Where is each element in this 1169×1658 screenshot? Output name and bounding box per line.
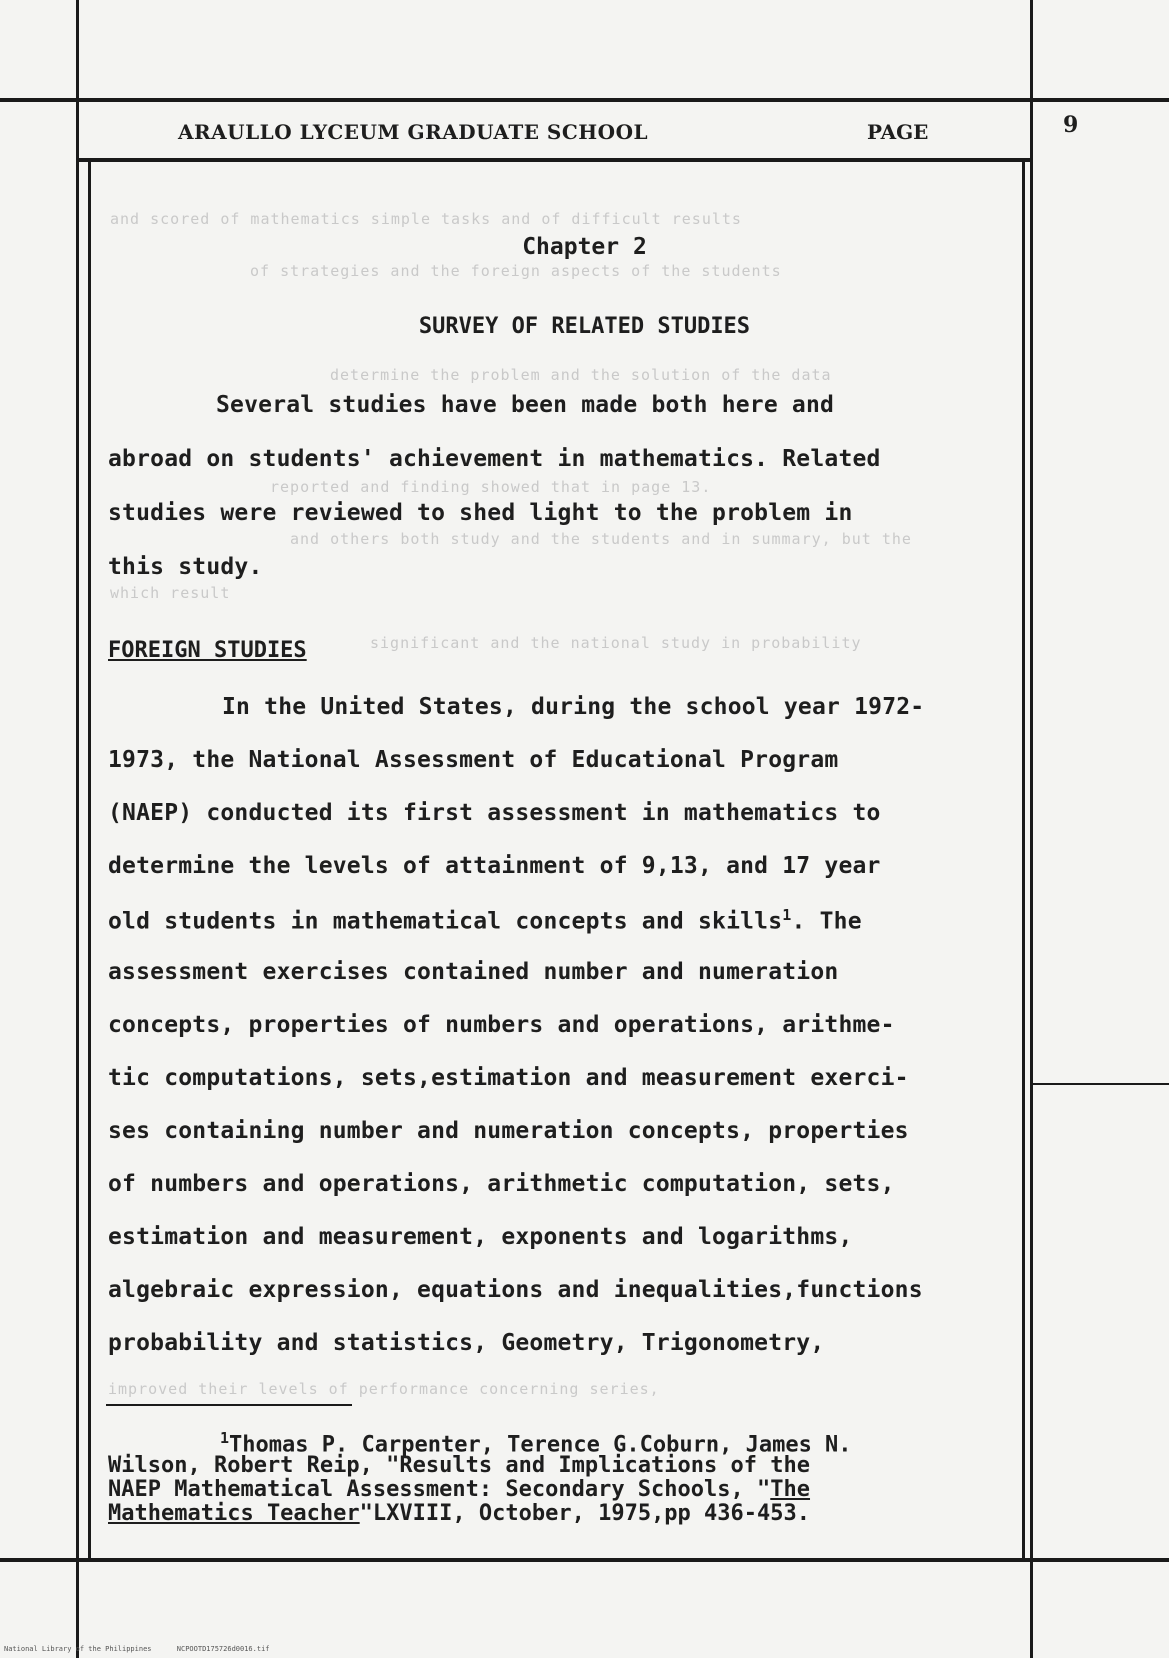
intro-line: Several studies have been made both here and — [216, 392, 835, 418]
foreign-studies-heading: FOREIGN STUDIES — [108, 638, 307, 663]
header-divider-line — [76, 158, 1033, 162]
footnote-journal-title: The — [770, 1477, 811, 1502]
section-title: SURVEY OF RELATED STUDIES — [418, 314, 751, 339]
footnote-text: Thomas P. Carpenter, Terence G.Coburn, James N. — [229, 1432, 852, 1458]
body-line: concepts, properties of numbers and operations, arithme- — [108, 1012, 895, 1038]
footnote-text: NAEP Mathematical Assessment: Secondary Schools, " — [108, 1477, 771, 1502]
footnote-mark: 1 — [220, 1429, 230, 1447]
body-line: assessment exercises contained number and numeration — [108, 959, 839, 985]
bleed-through-text: significant and the national study in probability — [370, 634, 862, 652]
right-side-tick — [1032, 1083, 1169, 1085]
archive-stamp: National Library of the Philippines NCPOOTD175726d0016.tif — [4, 1645, 270, 1653]
page-number: 9 — [1063, 112, 1079, 138]
bleed-through-text: and scored of mathematics simple tasks and of difficult results — [110, 210, 742, 228]
bleed-through-text: improved their levels of performance concerning series, — [108, 1380, 660, 1398]
bleed-through-text: of strategies and the foreign aspects of the students — [250, 262, 782, 280]
bottom-border-line — [0, 1558, 1169, 1562]
body-line: probability and statistics, Geometry, Trigonometry, — [108, 1330, 825, 1356]
footnote-text: "LXVIII, October, 1975,pp 436-453. — [359, 1501, 811, 1526]
body-line: determine the levels of attainment of 9,13, and 17 year — [108, 853, 881, 879]
body-line: ses containing number and numeration concepts, properties — [108, 1118, 909, 1144]
bleed-through-text: determine the problem and the solution of the data — [330, 366, 832, 384]
intro-line: abroad on students' achievement in mathematics. Related — [108, 446, 881, 472]
body-line: (NAEP) conducted its first assessment in mathematics to — [108, 800, 881, 826]
body-line-with-footnote — [108, 906, 862, 935]
school-name: ARAULLO LYCEUM GRADUATE SCHOOL — [178, 120, 649, 144]
intro-line: studies were reviewed to shed light to the problem in — [108, 500, 853, 526]
bleed-through-text: reported and finding showed that in page 13. — [270, 478, 712, 496]
content-left-border — [88, 160, 91, 1560]
body-line: In the United States, during the school year 1972- — [222, 694, 925, 720]
bleed-through-text: which result — [110, 584, 231, 602]
body-line: 1973, the National Assessment of Educational Program — [108, 747, 839, 773]
body-line: estimation and measurement, exponents and logarithms, — [108, 1224, 853, 1250]
chapter-heading: Chapter 2 — [522, 234, 647, 260]
footnote-line — [108, 1502, 810, 1526]
footnote-reference: 1 — [782, 906, 792, 924]
body-line-text: old students in mathematical concepts and skills — [108, 908, 783, 935]
footnote-separator — [106, 1404, 352, 1406]
intro-line: this study. — [108, 554, 263, 580]
footnote-line — [108, 1478, 810, 1502]
body-line: of numbers and operations, arithmetic computation, sets, — [108, 1171, 895, 1197]
content-right-border — [1022, 160, 1025, 1560]
body-line: tic computations, sets,estimation and measurement exerci- — [108, 1065, 909, 1091]
top-border-line — [0, 98, 1169, 102]
page-label: PAGE — [867, 120, 929, 144]
bleed-through-text: and others both study and the students and in summary, but the — [290, 530, 912, 548]
footnote-journal-title: Mathematics Teacher — [108, 1501, 360, 1526]
body-line: algebraic expression, equations and inequalities,functions — [108, 1277, 923, 1303]
body-line-text: . The — [791, 908, 862, 935]
footnote-line: Wilson, Robert Reip, "Results and Implications of the — [108, 1453, 810, 1478]
